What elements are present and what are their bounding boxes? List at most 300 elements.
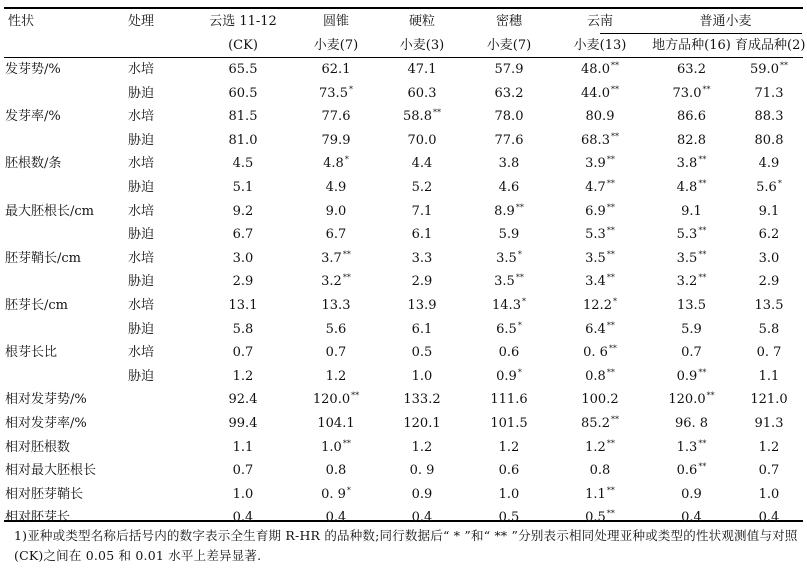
value-cell	[552, 152, 648, 176]
value-cell	[648, 294, 735, 318]
value-text: 88.3	[754, 109, 784, 125]
value-text: 63.2	[677, 62, 706, 77]
value-text: 13.9	[407, 297, 437, 313]
value-cell	[552, 459, 648, 483]
value-cell	[378, 176, 466, 200]
trait-cell: 相对胚根数	[5, 439, 71, 455]
treatment-cell	[126, 412, 192, 436]
value-cell	[648, 341, 735, 365]
value-text: 8.9	[494, 203, 515, 219]
header-treatment: 处理	[128, 14, 155, 29]
value-text: 4.5	[232, 156, 254, 172]
significance-mark: *	[517, 320, 522, 330]
value-text: 1.2	[232, 368, 254, 384]
value-text: 13.1	[228, 297, 258, 313]
value-cell	[735, 200, 803, 224]
value-text: 0.8	[325, 463, 347, 479]
value-text: 3.0	[232, 250, 254, 266]
value-text: 100.2	[581, 392, 619, 408]
value-cell	[648, 270, 735, 294]
value-cell	[648, 247, 735, 271]
treatment-cell: 水培	[128, 203, 155, 219]
value-cell	[294, 247, 378, 271]
significance-mark: **	[606, 438, 615, 448]
value-cell	[378, 82, 466, 106]
significance-mark: **	[515, 273, 524, 283]
value-text: 82.8	[677, 132, 706, 148]
value-cell	[552, 129, 648, 153]
value-text: 0.8	[585, 368, 606, 384]
significance-mark: **	[698, 462, 707, 472]
trait-cell	[4, 176, 126, 200]
value-cell	[466, 412, 552, 436]
treatment-cell: 胁迫	[128, 132, 155, 148]
value-cell	[294, 105, 378, 129]
value-text: 3.7	[321, 250, 342, 266]
value-cell	[648, 223, 735, 247]
value-cell	[648, 82, 735, 106]
value-text: 12.2	[583, 297, 612, 313]
value-text: 86.6	[677, 109, 706, 125]
significance-mark: *	[346, 485, 351, 495]
value-cell	[192, 152, 294, 176]
significance-mark: **	[698, 178, 707, 188]
value-text: 0.6	[498, 463, 520, 479]
value-text: 73.0	[672, 85, 702, 101]
value-text: 0.5	[585, 510, 606, 526]
value-cell	[378, 294, 466, 318]
header-improved: 育成品种(2)	[735, 37, 806, 53]
value-cell	[192, 459, 294, 483]
trait-cell	[4, 129, 126, 153]
significance-mark: **	[698, 273, 707, 283]
value-text: 5.8	[758, 321, 780, 337]
value-text: 2.9	[232, 274, 254, 290]
significance-mark: *	[344, 155, 349, 165]
value-text: 3.9	[585, 156, 606, 172]
header-yl: 硬粒	[408, 14, 435, 29]
treatment-cell: 胁迫	[128, 321, 155, 337]
value-cell	[466, 176, 552, 200]
value-text: 0. 6	[583, 345, 608, 361]
significance-mark: **	[606, 509, 615, 519]
header-ck-sub: (CK)	[228, 37, 258, 53]
value-cell	[466, 152, 552, 176]
value-cell	[735, 365, 803, 389]
value-cell	[466, 436, 552, 460]
value-cell	[192, 129, 294, 153]
value-text: 77.6	[494, 132, 524, 148]
value-text: 71.3	[754, 85, 784, 101]
value-text: 13.5	[754, 297, 784, 313]
value-text: 120.0	[668, 392, 706, 408]
header-yz: 圆锥	[322, 14, 349, 29]
value-text: 3.2	[321, 274, 342, 290]
treatment-cell: 胁迫	[128, 227, 155, 243]
value-cell	[294, 58, 378, 82]
value-cell	[378, 200, 466, 224]
value-text: 0.7	[232, 463, 254, 479]
value-cell	[735, 82, 803, 106]
value-cell	[552, 412, 648, 436]
value-cell	[378, 483, 466, 507]
value-text: 0.9	[681, 486, 702, 502]
value-cell	[552, 294, 648, 318]
value-text: 101.5	[490, 415, 528, 431]
value-cell	[192, 365, 294, 389]
value-cell	[192, 318, 294, 342]
significance-mark: *	[348, 84, 353, 94]
value-cell	[466, 388, 552, 412]
value-text: 0. 7	[756, 345, 782, 361]
value-cell	[294, 129, 378, 153]
value-text: 48.0	[581, 62, 610, 77]
value-text: 0.8	[589, 463, 611, 479]
value-cell	[648, 200, 735, 224]
significance-mark: **	[606, 226, 615, 236]
significance-mark: **	[432, 108, 441, 118]
significance-mark: **	[698, 226, 707, 236]
trait-cell	[4, 270, 126, 294]
value-cell	[735, 129, 803, 153]
value-text: 0.7	[681, 345, 702, 361]
value-text: 3.5	[494, 274, 515, 290]
value-cell	[552, 483, 648, 507]
value-cell	[378, 105, 466, 129]
value-cell	[192, 58, 294, 82]
value-text: 63.2	[494, 85, 524, 101]
value-cell	[735, 459, 803, 483]
value-text: 78.0	[494, 109, 524, 125]
value-cell	[735, 270, 803, 294]
value-cell	[466, 223, 552, 247]
value-text: 4.4	[411, 156, 433, 172]
header-landrace: 地方品种(16)	[652, 37, 731, 53]
value-text: 5.3	[676, 227, 698, 243]
value-cell	[294, 412, 378, 436]
value-cell	[466, 200, 552, 224]
significance-mark: **	[610, 414, 619, 424]
value-text: 9.0	[325, 203, 347, 219]
value-cell	[552, 365, 648, 389]
value-text: 111.6	[490, 392, 528, 408]
trait-cell	[4, 318, 126, 342]
significance-mark: **	[606, 320, 615, 330]
value-cell	[466, 341, 552, 365]
value-text: 1.2	[758, 439, 780, 455]
treatment-cell: 水培	[128, 109, 155, 125]
value-cell	[378, 152, 466, 176]
trait-cell: 最大胚根长/cm	[5, 203, 94, 219]
value-text: 0. 9	[409, 463, 435, 479]
value-text: 121.0	[750, 392, 788, 408]
value-text: 91.3	[754, 415, 784, 431]
significance-mark: **	[698, 367, 707, 377]
value-text: 5.6	[325, 321, 347, 337]
value-cell	[466, 105, 552, 129]
value-text: 1.1	[585, 486, 606, 502]
significance-mark: **	[606, 273, 615, 283]
value-cell	[294, 459, 378, 483]
value-text: 1.1	[758, 368, 780, 384]
significance-mark: **	[342, 438, 351, 448]
value-text: 81.0	[228, 132, 258, 148]
value-cell	[735, 388, 803, 412]
value-cell	[648, 365, 735, 389]
trait-cell	[4, 82, 126, 106]
value-cell	[552, 388, 648, 412]
value-text: 5.1	[232, 179, 254, 195]
significance-mark: *	[517, 367, 522, 377]
significance-mark: **	[515, 202, 524, 212]
significance-mark: *	[612, 296, 617, 306]
value-text: 73.5	[319, 85, 348, 101]
value-cell	[466, 318, 552, 342]
value-cell	[735, 247, 803, 271]
value-cell	[648, 129, 735, 153]
value-text: 6.5	[496, 321, 517, 337]
trait-cell: 相对胚芽长	[5, 510, 71, 526]
value-cell	[294, 388, 378, 412]
value-text: 4.9	[325, 179, 347, 195]
value-text: 0.6	[676, 463, 698, 479]
value-cell	[466, 82, 552, 106]
value-cell	[466, 58, 552, 82]
significance-mark: **	[606, 367, 615, 377]
value-cell	[466, 270, 552, 294]
value-cell	[378, 58, 466, 82]
value-cell	[192, 223, 294, 247]
value-text: 68.3	[581, 132, 610, 148]
value-text: 70.0	[407, 132, 437, 148]
value-cell	[192, 436, 294, 460]
value-cell	[294, 436, 378, 460]
value-cell	[294, 270, 378, 294]
value-cell	[552, 436, 648, 460]
header-trait: 性状	[8, 14, 35, 29]
treatment-cell	[126, 436, 192, 460]
value-text: 59.0	[750, 62, 779, 77]
value-cell	[294, 483, 378, 507]
value-cell	[192, 294, 294, 318]
value-cell	[294, 341, 378, 365]
trait-cell: 根芽长比	[5, 345, 58, 361]
value-text: 9.2	[232, 203, 254, 219]
significance-mark: **	[342, 249, 351, 259]
value-cell	[192, 388, 294, 412]
value-text: 9.1	[681, 203, 702, 219]
significance-mark: *	[517, 249, 522, 259]
significance-mark: **	[610, 61, 619, 70]
treatment-cell: 水培	[128, 250, 155, 266]
header-ms-sub: 小麦(7)	[486, 37, 532, 53]
value-cell	[466, 365, 552, 389]
trait-cell	[4, 223, 126, 247]
value-cell	[735, 58, 803, 82]
value-text: 6.4	[585, 321, 606, 337]
value-cell	[192, 176, 294, 200]
value-text: 3.4	[585, 274, 606, 290]
value-text: 99.4	[228, 415, 258, 431]
significance-mark: **	[698, 249, 707, 259]
value-text: 0.4	[681, 510, 702, 526]
value-text: 4.8	[676, 179, 698, 195]
significance-mark: **	[606, 485, 615, 495]
value-cell	[192, 105, 294, 129]
value-text: 6.7	[232, 227, 254, 243]
value-cell	[294, 318, 378, 342]
value-cell	[466, 129, 552, 153]
value-cell	[192, 483, 294, 507]
trait-cell: 胚芽长/cm	[5, 297, 68, 313]
value-text: 3.5	[496, 250, 517, 266]
value-cell	[294, 223, 378, 247]
value-text: 1.0	[498, 486, 520, 502]
value-text: 0.9	[496, 368, 517, 384]
value-text: 0. 9	[321, 486, 346, 502]
value-text: 14.3	[492, 297, 521, 313]
value-cell	[466, 294, 552, 318]
value-cell	[378, 365, 466, 389]
header-yn-sub: 小麦(13)	[573, 37, 627, 53]
value-cell	[192, 270, 294, 294]
trait-cell: 相对最大胚根长	[5, 463, 97, 479]
trait-cell: 胚芽鞘长/cm	[5, 250, 81, 266]
treatment-cell: 胁迫	[128, 179, 155, 195]
value-text: 2.9	[758, 274, 780, 290]
value-text: 104.1	[317, 415, 355, 431]
value-text: 3.2	[676, 274, 698, 290]
treatment-cell: 胁迫	[128, 85, 155, 101]
value-cell	[192, 412, 294, 436]
value-cell	[378, 129, 466, 153]
significance-mark: *	[521, 296, 526, 306]
value-cell	[192, 200, 294, 224]
value-text: 5.2	[411, 179, 433, 195]
value-text: 5.8	[232, 321, 254, 337]
value-text: 0.7	[325, 345, 347, 361]
value-text: 2.9	[411, 274, 433, 290]
value-cell	[648, 388, 735, 412]
value-text: 1.2	[585, 439, 606, 455]
value-cell	[552, 176, 648, 200]
value-text: 0.6	[498, 345, 520, 361]
value-text: 0.7	[232, 345, 254, 361]
value-text: 1.2	[411, 439, 433, 455]
value-text: 4.6	[498, 179, 520, 195]
value-text: 80.9	[585, 109, 615, 125]
value-cell	[552, 318, 648, 342]
value-cell	[294, 365, 378, 389]
significance-mark: **	[610, 84, 619, 94]
value-cell	[552, 270, 648, 294]
treatment-cell: 水培	[128, 345, 155, 361]
value-cell	[552, 105, 648, 129]
treatment-cell: 胁迫	[128, 274, 155, 290]
value-text: 79.9	[321, 132, 351, 148]
value-cell	[735, 341, 803, 365]
value-cell	[192, 82, 294, 106]
trait-cell	[4, 365, 126, 389]
value-text: 44.0	[581, 85, 610, 101]
value-cell	[552, 341, 648, 365]
value-text: 4.8	[323, 156, 344, 172]
header-yn: 云南	[586, 14, 613, 29]
value-text: 85.2	[581, 415, 610, 431]
value-text: 92.4	[228, 392, 258, 408]
value-cell	[466, 459, 552, 483]
treatment-cell: 胁迫	[128, 368, 155, 384]
value-cell	[192, 247, 294, 271]
significance-mark: **	[351, 391, 360, 401]
value-text: 7.1	[411, 203, 433, 219]
value-cell	[648, 459, 735, 483]
value-cell	[648, 58, 735, 82]
trait-cell: 相对发芽势/%	[5, 392, 87, 408]
treatment-cell: 水培	[128, 62, 155, 77]
value-cell	[552, 82, 648, 106]
value-cell	[735, 483, 803, 507]
treatment-cell: 水培	[128, 156, 155, 172]
value-cell	[552, 223, 648, 247]
table-footnote: 1)亚种或类型名称后括号内的数字表示全生育期 R-HR 的品种数;同行数据后“ * ”和“ ** ”分别表示相同处理亚种或类型的性状观测值与对照(CK)之间在 0.05 和 0.01 水平上差异显著.	[14, 528, 798, 563]
value-cell	[735, 294, 803, 318]
value-cell	[648, 412, 735, 436]
significance-mark: **	[606, 155, 615, 165]
value-cell	[552, 247, 648, 271]
value-text: 60.3	[407, 85, 437, 101]
header-yz-sub: 小麦(7)	[313, 37, 359, 53]
trait-cell: 胚根数/条	[5, 156, 62, 172]
value-text: 6.2	[758, 227, 780, 243]
value-text: 3.0	[758, 250, 780, 266]
treatment-cell	[126, 459, 192, 483]
value-cell	[466, 483, 552, 507]
value-text: 3.5	[585, 250, 606, 266]
value-cell	[294, 82, 378, 106]
value-cell	[552, 200, 648, 224]
treatment-cell: 水培	[128, 297, 155, 313]
trait-cell: 发芽率/%	[5, 109, 61, 125]
value-cell	[294, 176, 378, 200]
value-text: 4.7	[585, 179, 606, 195]
value-cell	[378, 436, 466, 460]
value-text: 0.9	[676, 368, 698, 384]
value-cell	[735, 223, 803, 247]
significance-mark: **	[698, 155, 707, 165]
significance-mark: **	[706, 391, 715, 401]
value-text: 1.0	[411, 368, 433, 384]
treatment-cell	[126, 388, 192, 412]
value-cell	[648, 152, 735, 176]
value-cell	[378, 318, 466, 342]
significance-mark: **	[606, 178, 615, 188]
value-text: 5.3	[585, 227, 606, 243]
value-text: 77.6	[321, 109, 351, 125]
table-body	[4, 58, 803, 530]
value-text: 62.1	[321, 62, 351, 77]
value-text: 13.5	[677, 297, 706, 313]
value-text: 0.4	[232, 510, 254, 526]
significance-mark: **	[606, 249, 615, 259]
value-text: 1.1	[232, 439, 254, 455]
value-text: 0.4	[758, 510, 780, 526]
value-text: 0.5	[498, 510, 520, 526]
significance-mark: *	[777, 178, 782, 188]
value-text: 5.9	[681, 321, 702, 337]
value-text: 80.8	[754, 132, 784, 148]
value-text: 6.7	[325, 227, 347, 243]
